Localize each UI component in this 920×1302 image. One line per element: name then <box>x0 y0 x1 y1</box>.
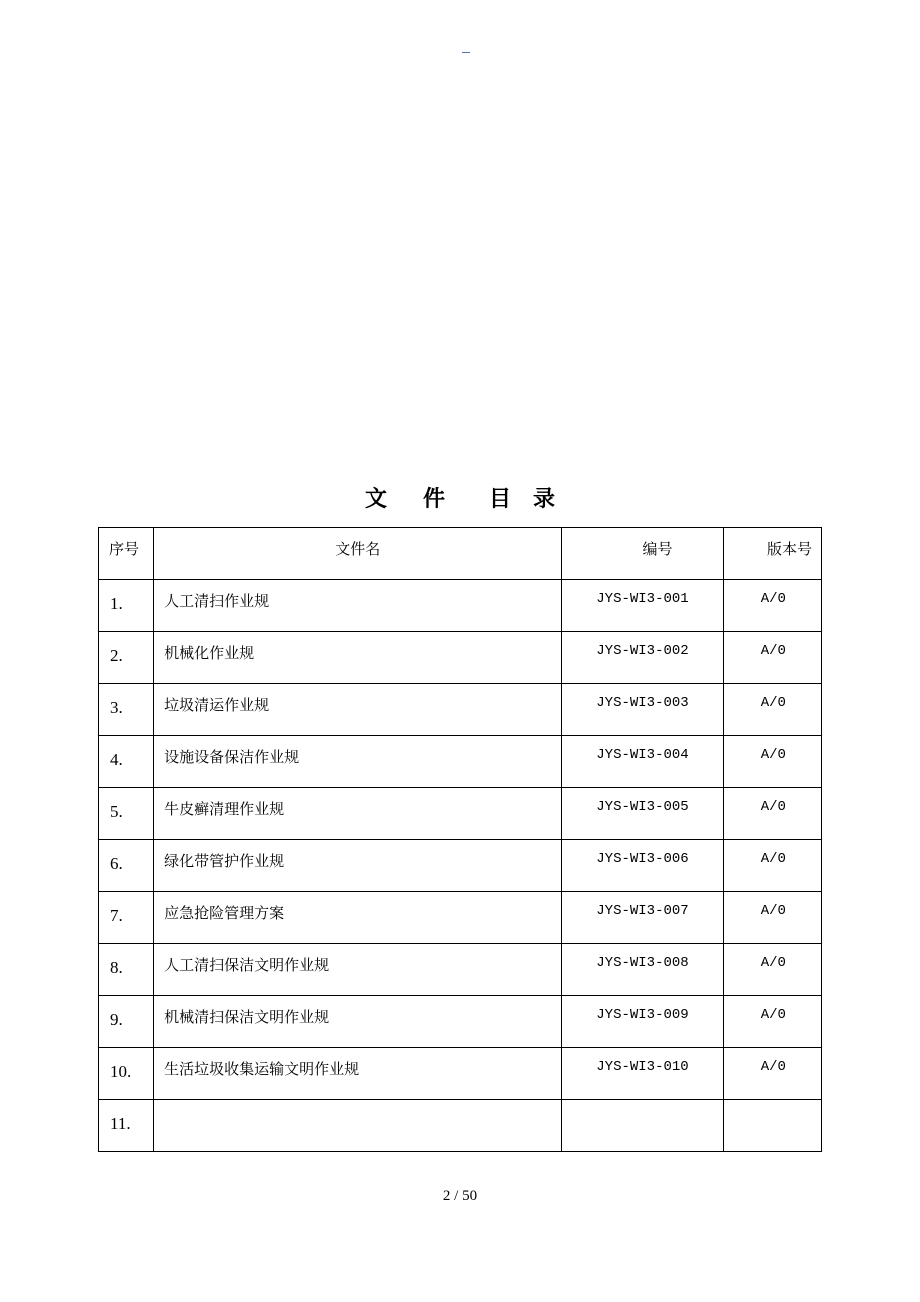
row-seq-cell <box>99 632 154 684</box>
row-seq: 4. <box>110 750 123 769</box>
row-file-name: 绿化带管护作业规 <box>164 852 285 870</box>
row-file-name: 生活垃圾收集运输文明作业规 <box>164 1060 360 1078</box>
row-seq-cell <box>99 736 154 788</box>
row-file-name-cell <box>154 840 562 892</box>
row-version-cell <box>723 632 821 684</box>
row-seq-cell <box>99 788 154 840</box>
row-code: JYS-WI3-005 <box>596 799 689 815</box>
header-seq: 序号 <box>99 528 154 580</box>
row-code: JYS-WI3-008 <box>596 955 689 971</box>
row-code-cell <box>562 684 723 736</box>
row-code: JYS-WI3-007 <box>596 903 689 919</box>
row-seq-cell <box>99 996 154 1048</box>
row-code-cell <box>562 1100 723 1152</box>
header-code: 编号 <box>562 528 723 580</box>
row-seq: 3. <box>110 698 123 717</box>
row-version: A/0 <box>760 851 786 867</box>
row-version: A/0 <box>760 643 786 659</box>
title-char: 件 <box>422 486 445 512</box>
table-row <box>99 632 822 684</box>
row-file-name-cell <box>154 944 562 996</box>
row-version-cell <box>723 684 821 736</box>
row-code-cell <box>562 788 723 840</box>
row-code: JYS-WI3-010 <box>596 1059 689 1075</box>
table-row <box>99 944 822 996</box>
row-version-cell <box>723 788 821 840</box>
row-file-name-cell <box>154 1100 562 1152</box>
row-seq-cell <box>99 684 154 736</box>
table-row <box>99 580 822 632</box>
row-code: JYS-WI3-001 <box>596 591 689 607</box>
row-seq: 1. <box>110 594 123 613</box>
row-version: A/0 <box>760 955 786 971</box>
row-code-cell <box>562 892 723 944</box>
row-file-name: 机械清扫保洁文明作业规 <box>164 1008 330 1026</box>
row-code: JYS-WI3-004 <box>596 747 689 763</box>
row-code: JYS-WI3-006 <box>596 851 689 867</box>
page-number: 2 / 50 <box>442 1188 478 1204</box>
row-file-name-cell <box>154 996 562 1048</box>
row-code: JYS-WI3-003 <box>596 695 689 711</box>
row-code-cell <box>562 736 723 788</box>
row-file-name: 垃圾清运作业规 <box>164 696 270 714</box>
row-seq-cell <box>99 840 154 892</box>
row-file-name: 设施设备保洁作业规 <box>164 748 300 766</box>
row-seq: 8. <box>110 958 123 977</box>
row-file-name-cell <box>154 1048 562 1100</box>
row-version-cell <box>723 1100 821 1152</box>
row-version: A/0 <box>760 903 786 919</box>
header-mark <box>462 52 470 53</box>
toc-table <box>98 527 822 1152</box>
header-version: 版本号 <box>723 528 821 580</box>
table-row <box>99 684 822 736</box>
table-row <box>99 1048 822 1100</box>
row-code-cell <box>562 632 723 684</box>
row-version-cell <box>723 840 821 892</box>
row-version: A/0 <box>760 1059 786 1075</box>
table-row <box>99 788 822 840</box>
row-version-cell <box>723 736 821 788</box>
table-row <box>99 996 822 1048</box>
row-seq: 10. <box>110 1062 132 1081</box>
row-seq: 2. <box>110 646 123 665</box>
row-file-name: 人工清扫保洁文明作业规 <box>164 956 330 974</box>
row-code: JYS-WI3-009 <box>596 1007 689 1023</box>
row-seq-cell <box>99 1048 154 1100</box>
document-title <box>0 482 920 513</box>
row-file-name: 人工清扫作业规 <box>164 592 270 610</box>
row-version: A/0 <box>760 591 786 607</box>
row-file-name: 机械化作业规 <box>164 644 255 662</box>
row-seq: 9. <box>110 1010 123 1029</box>
row-file-name-cell <box>154 632 562 684</box>
row-code-cell <box>562 1048 723 1100</box>
row-version-cell <box>723 580 821 632</box>
row-code-cell <box>562 840 723 892</box>
row-seq: 11. <box>110 1114 131 1133</box>
table-row <box>99 736 822 788</box>
row-file-name-cell <box>154 892 562 944</box>
row-seq: 6. <box>110 854 123 873</box>
row-file-name: 牛皮癣清理作业规 <box>164 800 285 818</box>
row-code-cell <box>562 580 723 632</box>
row-version: A/0 <box>760 747 786 763</box>
row-version: A/0 <box>760 695 786 711</box>
table-row <box>99 892 822 944</box>
row-seq-cell <box>99 892 154 944</box>
row-version: A/0 <box>760 1007 786 1023</box>
title-char: 文 <box>364 486 387 512</box>
row-code <box>562 1100 722 1111</box>
row-seq: 7. <box>110 906 123 925</box>
title-char: 录 <box>533 486 556 512</box>
row-version-cell <box>723 1048 821 1100</box>
row-file-name-cell <box>154 684 562 736</box>
row-version-cell <box>723 996 821 1048</box>
row-file-name-cell <box>154 580 562 632</box>
row-file-name-cell <box>154 736 562 788</box>
row-file-name <box>154 1100 561 1110</box>
row-version: A/0 <box>760 799 786 815</box>
row-code: JYS-WI3-002 <box>596 643 689 659</box>
row-version <box>724 1100 821 1111</box>
row-file-name: 应急抢险管理方案 <box>164 904 285 922</box>
header-name: 文件名 <box>154 528 562 580</box>
row-seq-cell <box>99 944 154 996</box>
table-header-row <box>99 528 822 580</box>
row-seq: 5. <box>110 802 123 821</box>
row-code-cell <box>562 996 723 1048</box>
table-row <box>99 840 822 892</box>
row-seq-cell <box>99 580 154 632</box>
row-seq-cell <box>99 1100 154 1152</box>
title-char: 目 <box>489 486 512 512</box>
row-file-name-cell <box>154 788 562 840</box>
row-version-cell <box>723 944 821 996</box>
row-version-cell <box>723 892 821 944</box>
row-code-cell <box>562 944 723 996</box>
table-row <box>99 1100 822 1152</box>
